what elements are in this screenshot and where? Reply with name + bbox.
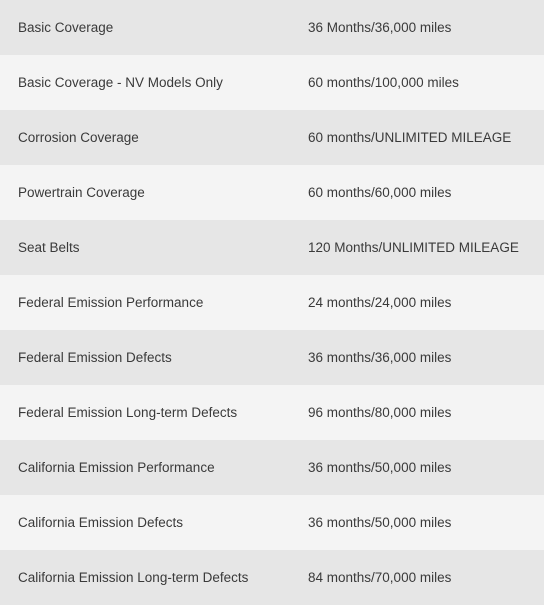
coverage-term-cell: 36 Months/36,000 miles: [308, 20, 452, 35]
coverage-term-cell: 24 months/24,000 miles: [308, 295, 452, 310]
coverage-type-cell: Federal Emission Defects: [18, 350, 172, 365]
coverage-type-cell: Basic Coverage - NV Models Only: [18, 75, 223, 90]
table-row: [0, 385, 544, 440]
table-row: [0, 55, 544, 110]
coverage-term-cell: 36 months/36,000 miles: [308, 350, 452, 365]
coverage-type-cell: Seat Belts: [18, 240, 80, 255]
coverage-type-cell: Powertrain Coverage: [18, 185, 145, 200]
coverage-term-cell: 120 Months/UNLIMITED MILEAGE: [308, 240, 519, 255]
table-row: [0, 220, 544, 275]
coverage-type-cell: Corrosion Coverage: [18, 130, 139, 145]
table-row: [0, 110, 544, 165]
coverage-term-cell: 60 months/UNLIMITED MILEAGE: [308, 130, 512, 145]
coverage-type-cell: Basic Coverage: [18, 20, 114, 35]
coverage-term-cell: 36 months/50,000 miles: [308, 460, 452, 475]
coverage-term-cell: 60 months/60,000 miles: [308, 185, 452, 200]
coverage-term-cell: 96 months/80,000 miles: [308, 405, 452, 420]
coverage-term-cell: 84 months/70,000 miles: [308, 570, 452, 585]
table-row: [0, 330, 544, 385]
coverage-type-cell: Federal Emission Long-term Defects: [18, 405, 238, 420]
coverage-type-cell: California Emission Defects: [18, 515, 184, 530]
coverage-type-cell: California Emission Performance: [18, 460, 215, 475]
table-row: [0, 275, 544, 330]
table-row: [0, 550, 544, 605]
coverage-term-cell: 36 months/50,000 miles: [308, 515, 452, 530]
coverage-term-cell: 60 months/100,000 miles: [308, 75, 459, 90]
table-row: [0, 440, 544, 495]
coverage-type-cell: Federal Emission Performance: [18, 295, 204, 310]
table-row: [0, 165, 544, 220]
table-row: [0, 495, 544, 550]
coverage-type-cell: California Emission Long-term Defects: [18, 570, 249, 585]
table-row: [0, 0, 544, 55]
